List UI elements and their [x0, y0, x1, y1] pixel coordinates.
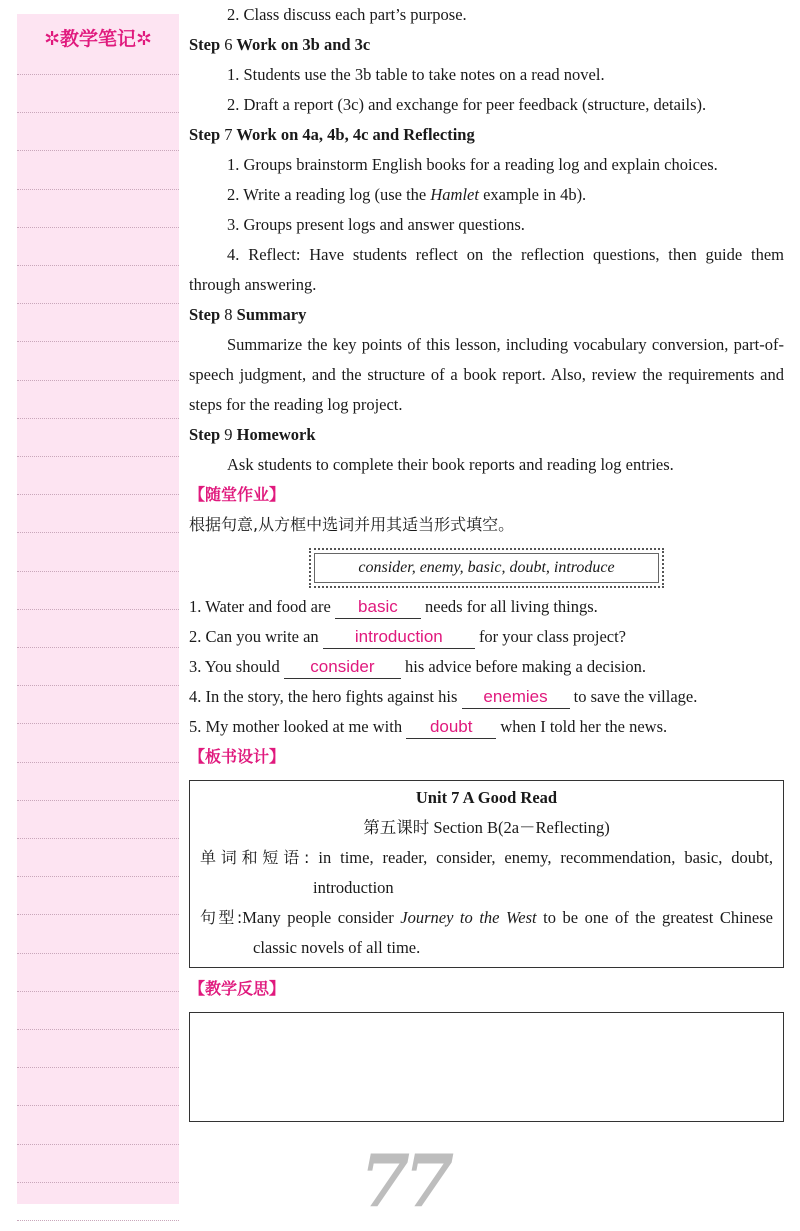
- board-subtitle: 第五课时 Section B(2a－Reflecting): [363, 818, 610, 837]
- note-line: [17, 991, 179, 992]
- word-box-words: consider, enemy, basic, doubt, introduce: [314, 553, 659, 583]
- step7-item-2: 2. Write a reading log (use the Hamlet example in 4b).: [227, 185, 587, 204]
- step6-heading: Step 6 Work on 3b and 3c: [189, 35, 371, 54]
- note-line: [17, 150, 179, 151]
- answer-blank-1: basic: [335, 596, 421, 619]
- step7-item-1: 1. Groups brainstorm English books for a reading log and explain choices.: [227, 155, 718, 174]
- note-line: [17, 1182, 179, 1183]
- note-line: [17, 647, 179, 648]
- note-line: [17, 456, 179, 457]
- note-line: [17, 341, 179, 342]
- reflection-header: 【教学反思】: [189, 979, 286, 998]
- note-line: [17, 1067, 179, 1068]
- note-line: [17, 953, 179, 954]
- answer-blank-2: introduction: [323, 626, 475, 649]
- note-line: [17, 685, 179, 686]
- note-line: [17, 1029, 179, 1030]
- answer-blank-5: doubt: [406, 716, 496, 739]
- note-line: [17, 494, 179, 495]
- step7-item-4: 4. Reflect: Have students reflect on the reflection questions, then guide them through answering.: [189, 245, 784, 294]
- notes-column: [17, 14, 179, 1204]
- note-line: [17, 418, 179, 419]
- step8-heading: Step 8 Summary: [189, 305, 307, 324]
- step5-item-2: 2. Class discuss each part’s purpose.: [227, 5, 467, 24]
- exercise-item-4: 4. In the story, the hero fights against his enemies to save the village.: [189, 682, 784, 712]
- reflection-box: [189, 1012, 784, 1122]
- note-line: [17, 189, 179, 190]
- step9-text: Ask students to complete their book reports and reading log entries.: [227, 455, 674, 474]
- note-line: [17, 227, 179, 228]
- notes-title: ✲教学笔记✲: [44, 28, 152, 50]
- note-line: [17, 1220, 179, 1221]
- board-title: Unit 7 A Good Read: [415, 788, 558, 807]
- board-words: 单词和短语: in time, reader, consider, enemy, recommendation, basic, doubt, introduction: [200, 848, 773, 897]
- note-line: [17, 609, 179, 610]
- exercise-item-5: 5. My mother looked at me with doubt when I told her the news.: [189, 712, 784, 742]
- answer-blank-4: enemies: [462, 686, 570, 709]
- exercise-header: 【随堂作业】: [189, 485, 286, 504]
- word-box: [309, 548, 664, 588]
- note-line: [17, 265, 179, 266]
- note-line: [17, 762, 179, 763]
- lesson-content: [189, 0, 784, 1122]
- exercise-item-1: 1. Water and food are basic needs for all living things.: [189, 592, 784, 622]
- note-line: [17, 876, 179, 877]
- answer-blank-3: consider: [284, 656, 401, 679]
- step6-item-1: 1. Students use the 3b table to take notes on a read novel.: [227, 65, 605, 84]
- note-line: [17, 838, 179, 839]
- note-line: [17, 800, 179, 801]
- step6-item-2: 2. Draft a report (3c) and exchange for peer feedback (structure, details).: [227, 95, 707, 114]
- note-line: [17, 303, 179, 304]
- note-line: [17, 723, 179, 724]
- note-line: [17, 380, 179, 381]
- step7-heading: Step 7 Work on 4a, 4b, 4c and Reflecting: [189, 125, 475, 144]
- page-number: 77: [360, 1138, 449, 1223]
- board-header: 【板书设计】: [189, 747, 286, 766]
- board-pattern: 句型:Many people consider Journey to the West to be one of the greatest Chinese classic novels of all time.: [200, 908, 773, 957]
- board-design-box: [189, 780, 784, 968]
- note-line: [17, 571, 179, 572]
- step9-heading: Step 9 Homework: [189, 425, 316, 444]
- note-line: [17, 1105, 179, 1106]
- note-line: [17, 914, 179, 915]
- step8-text: Summarize the key points of this lesson, including vocabulary conversion, part-of-speech judgment, and the structure of a book report. Also, review the requirements and steps for the reading log project.: [189, 335, 784, 414]
- note-line: [17, 112, 179, 113]
- exercise-instruction: 根据句意,从方框中选词并用其适当形式填空。: [189, 515, 515, 534]
- step7-item-3: 3. Groups present logs and answer questions.: [227, 215, 525, 234]
- exercise-item-3: 3. You should consider his advice before making a decision.: [189, 652, 784, 682]
- note-line: [17, 532, 179, 533]
- note-line: [17, 1144, 179, 1145]
- note-line: [17, 74, 179, 75]
- exercise-item-2: 2. Can you write an introduction for your class project?: [189, 622, 784, 652]
